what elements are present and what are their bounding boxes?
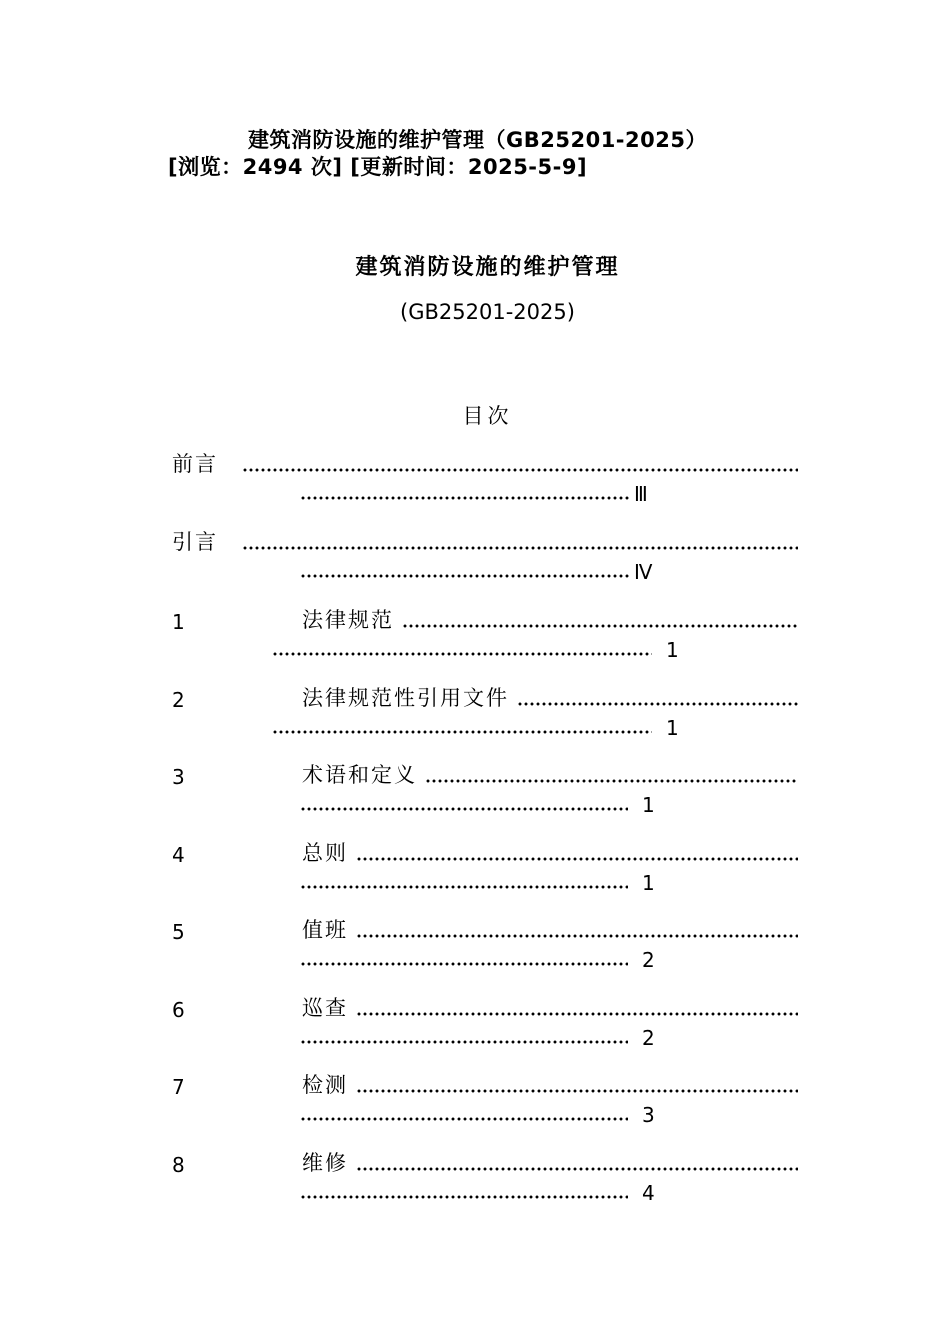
toc-label: 巡查 <box>302 996 348 1020</box>
toc-row-introduction[interactable] <box>172 528 798 590</box>
document-title: 建筑消防设施的维护管理 <box>355 255 620 280</box>
toc-leader <box>356 1012 798 1016</box>
toc-label: 术语和定义 <box>302 763 417 787</box>
page-title: 建筑消防设施的维护管理（GB25201-2025） <box>248 128 707 152</box>
toc-label: 法律规范性引用文件 <box>302 686 509 710</box>
toc-leader <box>300 962 628 966</box>
toc-number: 6 <box>172 998 185 1022</box>
toc-label: 总则 <box>302 841 348 865</box>
toc-number: 8 <box>172 1153 185 1177</box>
toc-leader <box>300 496 630 500</box>
toc-label: 维修 <box>302 1151 348 1175</box>
toc-leader <box>300 807 628 811</box>
toc-leader <box>356 857 798 861</box>
toc-row-3[interactable] <box>172 761 798 823</box>
toc-leader <box>402 624 798 628</box>
toc-page: 4 <box>642 1181 655 1205</box>
toc-label: 检测 <box>302 1073 348 1097</box>
toc-page: 2 <box>642 948 655 972</box>
toc-leader <box>300 1195 628 1199</box>
toc-leader <box>300 574 630 578</box>
toc-leader <box>272 652 652 656</box>
toc-leader <box>356 934 798 938</box>
toc-row-7[interactable] <box>172 1071 798 1133</box>
toc-leader <box>272 730 652 734</box>
toc-label: 前言 <box>172 452 218 476</box>
toc-page: 3 <box>642 1103 655 1127</box>
toc-page: Ⅳ <box>634 560 653 584</box>
toc-number: 3 <box>172 765 185 789</box>
toc-leader <box>300 1040 628 1044</box>
toc-row-1[interactable] <box>172 606 798 668</box>
toc-row-4[interactable] <box>172 839 798 901</box>
toc-leader <box>425 779 798 783</box>
toc-label: 引言 <box>172 530 218 554</box>
toc-number: 5 <box>172 920 185 944</box>
toc-number: 7 <box>172 1075 185 1099</box>
toc-leader <box>356 1089 798 1093</box>
toc-number: 2 <box>172 688 185 712</box>
document-code: (GB25201-2025) <box>400 300 575 324</box>
toc-row-preface[interactable] <box>172 450 798 512</box>
toc-page: 1 <box>642 793 655 817</box>
toc-leader <box>242 546 798 550</box>
toc-page: 2 <box>642 1026 655 1050</box>
toc-row-2[interactable] <box>172 684 798 746</box>
toc-page: 1 <box>666 716 679 740</box>
toc-leader <box>356 1167 798 1171</box>
toc-page: 1 <box>666 638 679 662</box>
toc-label: 值班 <box>302 918 348 942</box>
toc-row-6[interactable] <box>172 994 798 1056</box>
toc-leader <box>300 1117 628 1121</box>
toc-number: 1 <box>172 610 185 634</box>
toc-leader <box>517 702 798 706</box>
toc-number: 4 <box>172 843 185 867</box>
toc-row-5[interactable] <box>172 916 798 978</box>
toc-leader <box>242 468 798 472</box>
page-meta: [浏览：2494 次] [更新时间：2025-5-9] <box>168 155 588 179</box>
toc-heading: 目次 <box>462 404 513 428</box>
toc-page: 1 <box>642 871 655 895</box>
toc-row-8[interactable] <box>172 1149 798 1211</box>
toc-page: Ⅲ <box>634 482 648 506</box>
toc-label: 法律规范 <box>302 608 394 632</box>
toc-leader <box>300 885 628 889</box>
